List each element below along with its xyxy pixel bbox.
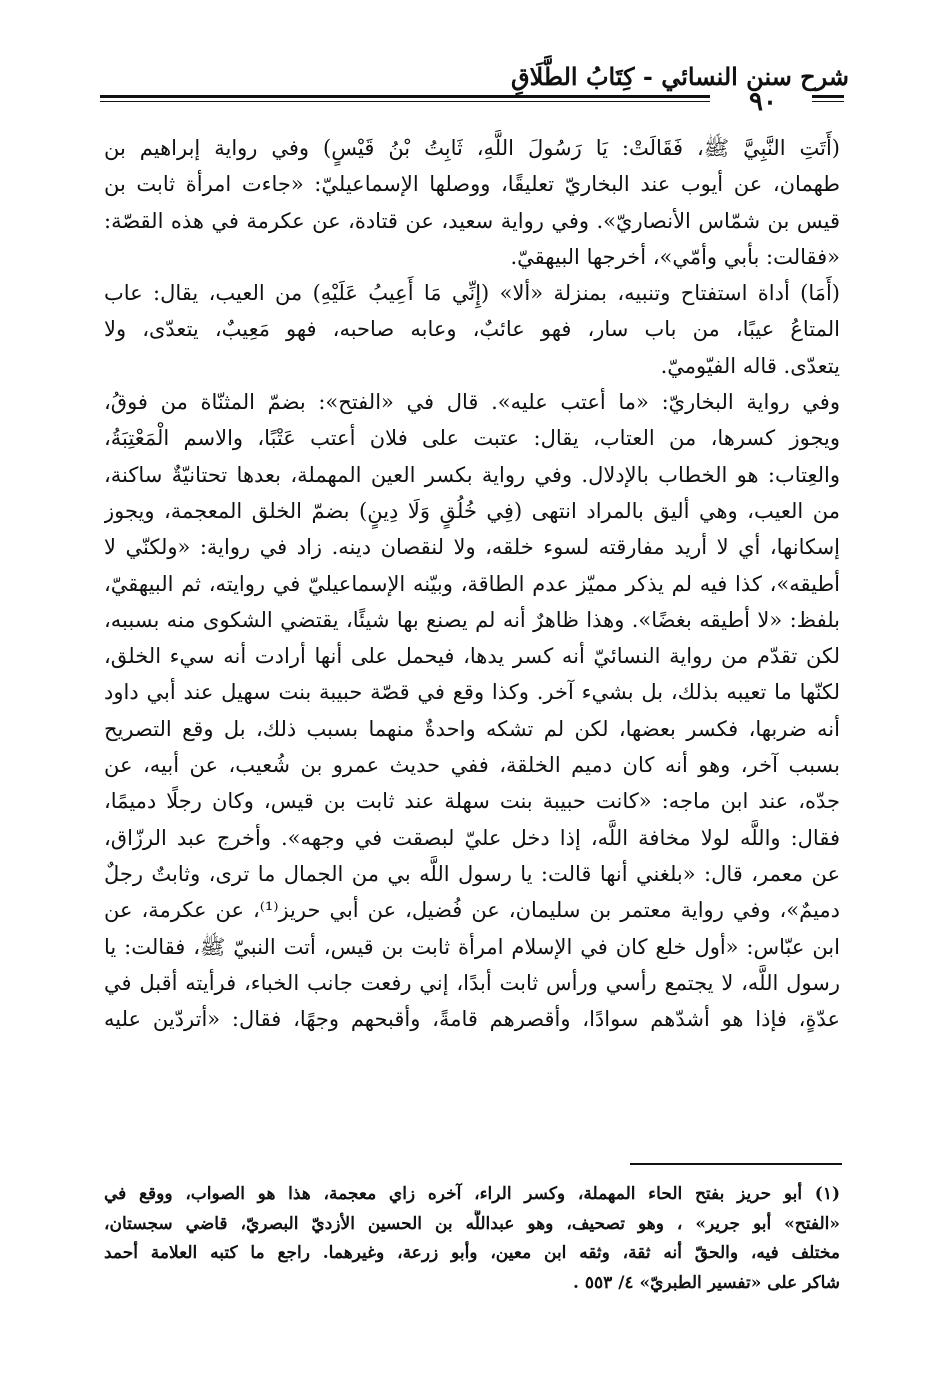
text-line: من العيب، وهي أليق بالمراد انتهى (فِي خُلُقٍ وَلَا دِينٍ) بضمّ الخلق المعجمة، ويجوز <box>104 498 840 523</box>
header-rule-thin <box>100 101 710 102</box>
footnote-line: مختلف فيه، والحقّ أنه ثقة، وثقه ابن معين، وأبو زرعة، وغيرهما. راجع ما كتبه العلامة أحمد <box>104 1243 840 1263</box>
main-text <box>104 130 840 1037</box>
text-line: أطيقه»، كذا فيه لم يذكر مميّز عدم الطاقة، وبيّنه الإسماعيليّ في روايته، ثم البيهقيّ، <box>104 571 840 596</box>
text-line: لكنّها ما تعيبه بذلك، بل بشيء آخر. وكذا وقع في قصّة حبيبة بنت سهيل عند أبي داود <box>104 680 840 705</box>
footnote-separator <box>630 1163 842 1165</box>
footnote-line: شاكر على «تفسير الطبريّ» ٤/ ٥٥٣ . <box>573 1272 840 1293</box>
text-line: ويجوز كسرها، من العتاب، يقال: عتبت على فلان أعتب عَتْبًا، والاسم الْمَعْتِبَةُ، <box>104 426 840 451</box>
header-rule-right <box>812 95 844 98</box>
text-line: ابن عبّاس: «أول خلع كان في الإسلام امرأة ثابت بن قيس، أتت النبيّ ﷺ، فقالت: يا <box>104 934 840 959</box>
text-line: (أَتَتِ النَّبِيَّ ﷺ، فَقَالَتْ: يَا رَسُولَ اللَّهِ، ثَابِتُ بْنُ قَيْسٍ) وفي رواية إبراهيم بن <box>104 136 840 160</box>
text-line: دميمٌ»، وفي رواية معتمر بن سليمان، عن فُضيل، عن أبي حريز⁽¹⁾، عن عكرمة، عن <box>104 898 840 923</box>
text-line: المتاعُ عيبًا، من باب سار، فهو عائبٌ، وعابه صاحبه، فهو مَعِيبٌ، يتعدّى، ولا <box>104 317 840 342</box>
text-line: إسكانها، أي لا أريد مفارقته لسوء خلقه، ولا لنقصان دينه. زاد في رواية: «ولكنّي لا <box>104 535 840 560</box>
text-line: لكن تقدّم من رواية النسائيّ أنه كسر يدها، فيحمل على أنها أرادت أنه سيء الخلق، <box>104 644 840 669</box>
text-line: «فقالت: بأبي وأمّي»، أخرجها البيهقيّ. <box>510 244 840 269</box>
text-line: قيس بن شمّاس الأنصاريّ». وفي رواية سعيد، عن قتادة، عن عكرمة في هذه القصّة: <box>104 208 840 233</box>
text-line: عدّةٍ، فإذا هو أشدّهم سوادًا، وأقصرهم قامةً، وأقبحهم وجهًا، فقال: «أتردّين عليه <box>104 1007 840 1032</box>
text-line: عن معمر، قال: «بلغني أنها قالت: يا رسول اللَّه بي من الجمال ما ترى، وثابتٌ رجلٌ <box>104 861 840 886</box>
text-line: طهمان، عن أيوب عند البخاريّ تعليقًا، ووصلها الإسماعيليّ: «جاءت امرأة ثابت بن <box>104 172 840 197</box>
page-number: ٩٠ <box>749 87 777 117</box>
text-line: رسول اللَّه، لا يجتمع رأسي ورأس ثابت أبدًا، إني رفعت جانب الخباء، فرأيته أقبل في <box>104 970 840 995</box>
footnotes <box>104 1180 840 1298</box>
text-line: بلفظ: «لا أطيقه بغضًا». وهذا ظاهرٌ أنه لم يصنع بها شيئًا، يقتضي الشكوى منه بسببه، <box>104 607 840 632</box>
header-rule <box>100 95 710 98</box>
text-line: والعِتاب: هو الخطاب بالإدلال. وفي رواية بكسر العين المهملة، بعدها تحتانيّةٌ ساكنة، <box>104 462 840 487</box>
text-line: (أَمَا) أداة استفتاح وتنبيه، بمنزلة «ألا» (إِنِّي مَا أَعِيبُ عَلَيْهِ) من العيب، يقال: عاب <box>104 281 840 306</box>
header-rule-right-thin <box>812 101 844 102</box>
text-line: فقال: واللَّه لولا مخافة اللَّه، إذا دخل عليّ لبصقت في وجهه». وأخرج عبد الرزّاق، <box>104 825 840 850</box>
text-line: وفي رواية البخاريّ: «ما أعتب عليه». قال في «الفتح»: بضمّ المثنّاة من فوقُ، <box>104 390 840 415</box>
text-line: بسبب آخر، وهو أنه كان دميم الخلقة، ففي حديث عمرو بن شُعيب، عن أبيه، عن <box>104 753 840 778</box>
footnote-line: (١) أبو حريز بفتح الحاء المهملة، وكسر الراء، آخره زاي معجمة، هذا هو الصواب، ووقع في <box>104 1184 840 1204</box>
running-title: شرح سنن النسائي - كِتَابُ الطَّلَاقِ <box>510 62 849 91</box>
text-line: جدّه، عند ابن ماجه: «كانت حبيبة بنت سهلة عند ثابت بن قيس، وكان رجلًا دميمًا، <box>104 789 840 814</box>
text-line: أنه ضربها، فكسر بعضها، لكن لم تشكه واحدةٌ منهما بسبب ذلك، بل وقع التصريح <box>104 716 840 741</box>
footnote-line: «الفتح» أبو جرير» ، وهو تصحيف، وهو عبداللَّه بن الحسين الأزديّ البصريّ، قاضي سجستان، <box>104 1213 840 1234</box>
text-line: يتعدّى. قاله الفيّوميّ. <box>660 353 840 378</box>
